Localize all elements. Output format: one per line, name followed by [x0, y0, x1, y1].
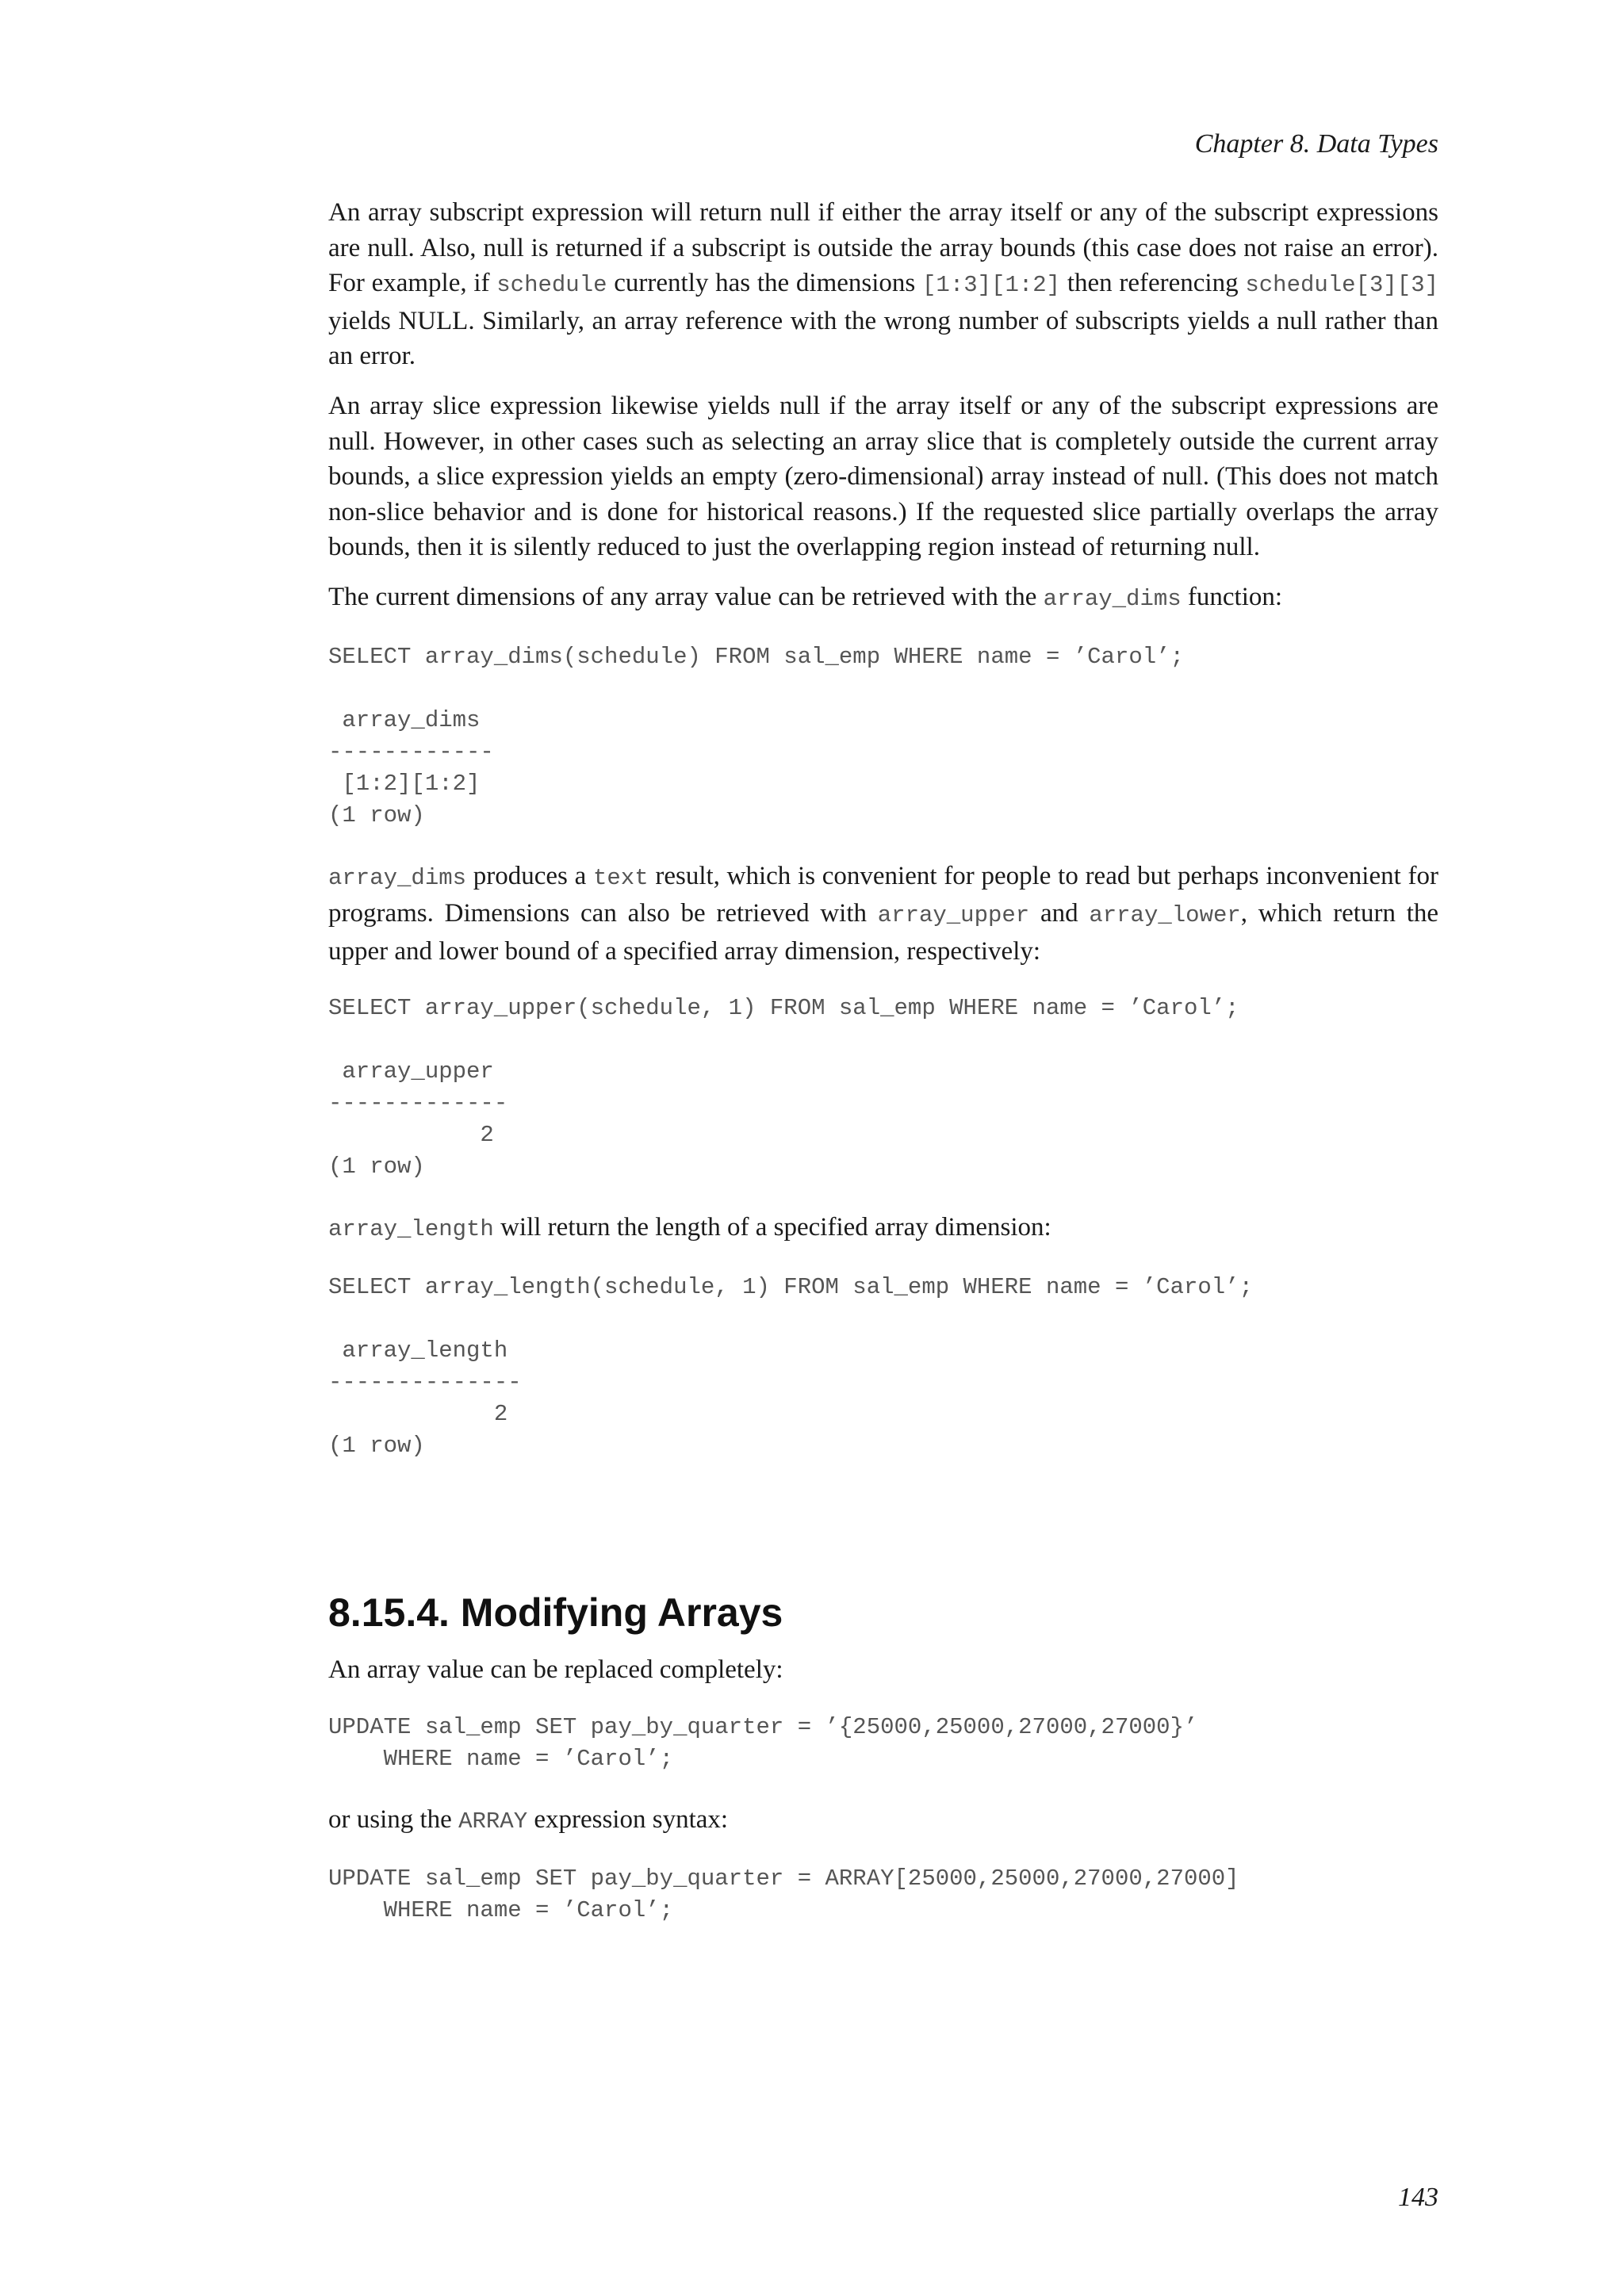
inline-code: array_length [328, 1216, 494, 1243]
text-run: result, which is convenient for people to read but perhaps inconvenient for programs. Dimensions can also be retrieved with [328, 861, 1438, 928]
section-heading: 8.15.4. Modifying Arrays [328, 1590, 783, 1635]
code-block-array-length: SELECT array_length(schedule, 1) FROM sal_emp WHERE name = ’Carol’; array_length -------------- 2 (1 row) [328, 1273, 1253, 1459]
paragraph-slice-expression: An array slice expression likewise yields null if the array itself or any of the subscript expressions are null. However, in other cases such as selecting an array slice that is completely outside the current array bounds, a slice expression yields an empty (zero-dimensional) array instead of null. (This does not match non-slice behavior and is done for historical reasons.) If the requested slice partially overlaps the array bounds, then it is silently reduced to just the overlapping region instead of returning null. [328, 391, 1438, 562]
code-block-update-literal: UPDATE sal_emp SET pay_by_quarter = ’{25000,25000,27000,27000}’ WHERE name = ’Carol’; [328, 1713, 1198, 1772]
text-run: An array subscript expression will return null if either the array itself or any of the subscript expressions are null. Also, null is returned if a subscript is outside the array bounds (this case does not raise an error). For example, if [328, 198, 1438, 298]
text-run: or using the [328, 1804, 459, 1834]
inline-code: text [593, 864, 649, 891]
inline-code: [1:3][1:2] [922, 272, 1061, 299]
inline-code: schedule[3][3] [1245, 272, 1438, 299]
inline-code: array_upper [877, 902, 1030, 929]
text-run: will return the length of a specified array dimension: [493, 1213, 1051, 1242]
paragraph-array-syntax [328, 1802, 1438, 1840]
inline-code: array_lower [1089, 902, 1241, 929]
text-run: produces a [466, 861, 593, 890]
text-run: , which return the upper and lower bound of a specified array dimension, respectively: [328, 899, 1439, 966]
paragraph-null-subscripts [328, 195, 1438, 374]
text-run: expression syntax: [527, 1804, 729, 1834]
inline-code: array_dims [1043, 585, 1182, 612]
page-number: 143 [1398, 2183, 1438, 2212]
text-run: yields NULL. Similarly, an array reference with the wrong number of subscripts yields a null rather than an error. [328, 306, 1438, 371]
inline-code: ARRAY [458, 1808, 528, 1835]
paragraph-replace-completely: An array value can be replaced completely: [328, 1655, 783, 1684]
text-run: and [1029, 899, 1090, 928]
text-run: currently has the dimensions [607, 269, 923, 298]
text-run: The current dimensions of any array value can be retrieved with the [328, 582, 1044, 611]
code-block-array-upper: SELECT array_upper(schedule, 1) FROM sal_emp WHERE name = ’Carol’; array_upper ------------- 2 (1 row) [328, 995, 1239, 1181]
running-header: Chapter 8. Data Types [1194, 129, 1438, 159]
paragraph-array-dims-result [328, 859, 1438, 970]
inline-code: array_dims [328, 864, 467, 891]
code-block-update-array: UPDATE sal_emp SET pay_by_quarter = ARRAY[25000,25000,27000,27000] WHERE name = ’Carol’; [328, 1866, 1239, 1924]
code-block-array-dims: SELECT array_dims(schedule) FROM sal_emp WHERE name = ’Carol’; array_dims ------------ [1:2][1:2] (1 row) [328, 643, 1184, 828]
text-run: then referencing [1060, 269, 1246, 298]
paragraph-array-length [328, 1210, 1438, 1248]
text-run: function: [1181, 582, 1283, 611]
inline-code: schedule [496, 272, 607, 299]
page-content [328, 195, 1438, 1954]
document-page [328, 0, 1438, 2296]
paragraph-array-dims-intro [328, 580, 1438, 618]
